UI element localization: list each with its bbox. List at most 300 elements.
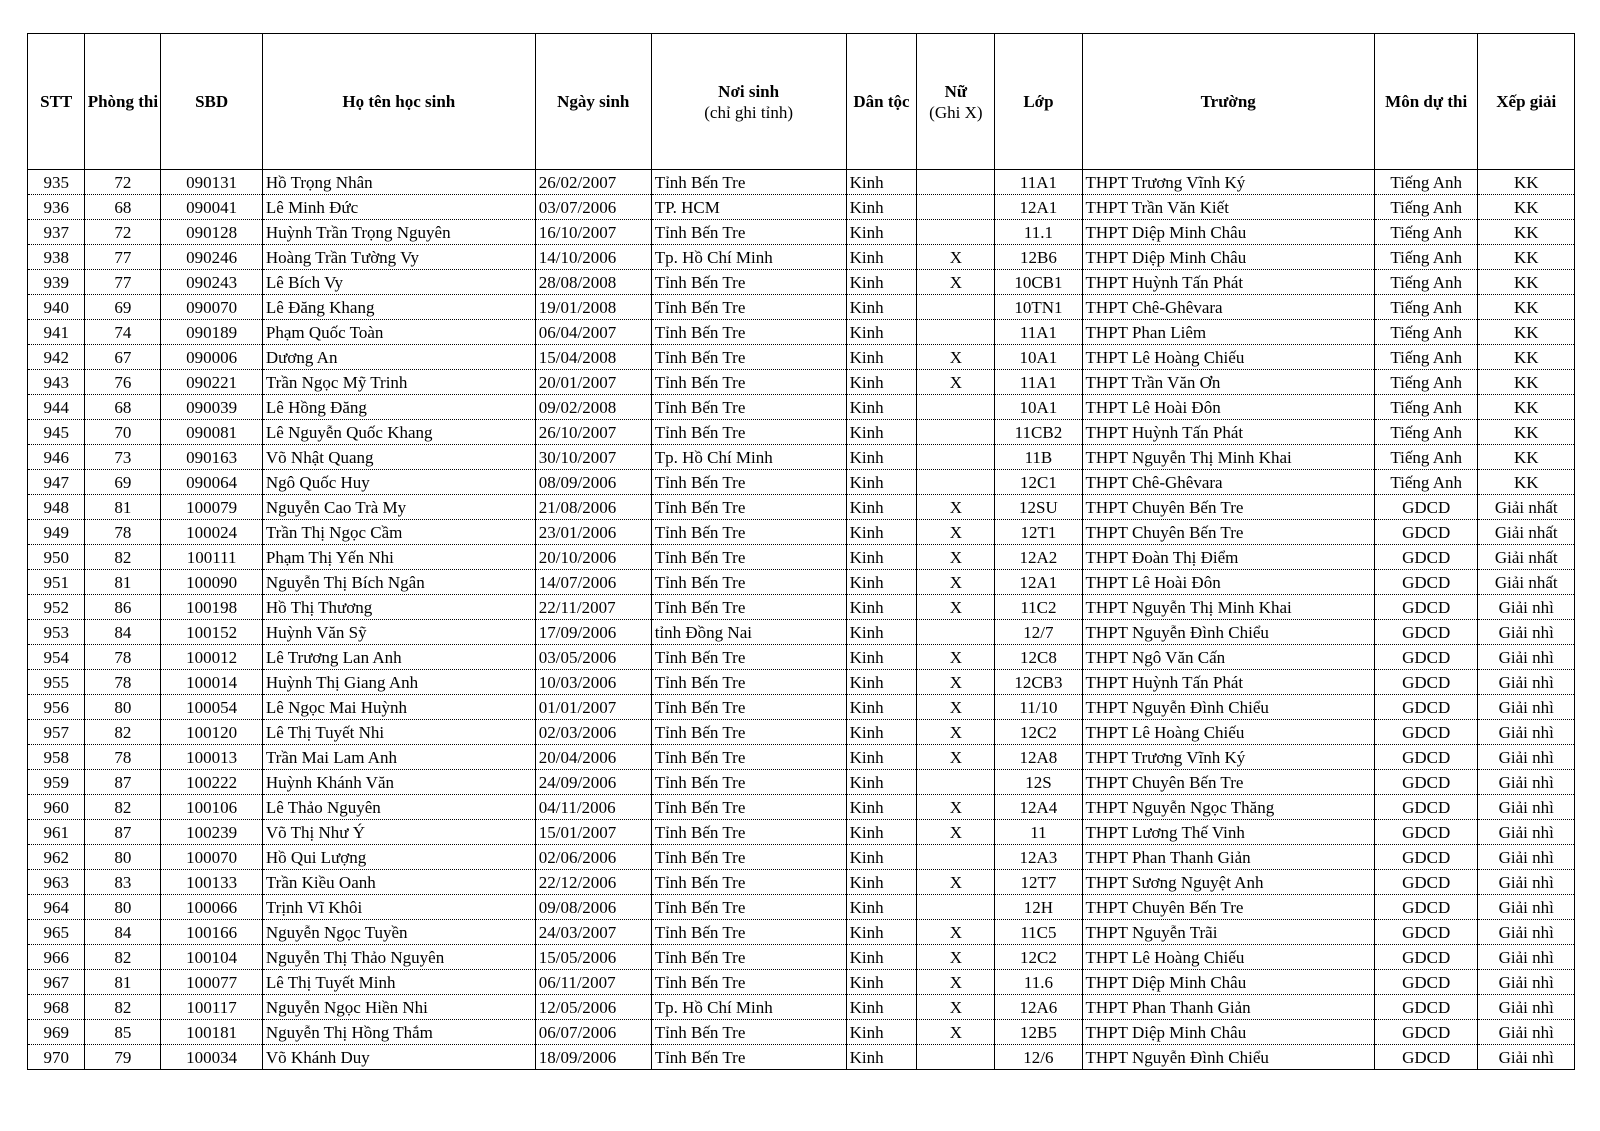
cell-stt: 957 xyxy=(28,720,85,745)
cell-dob: 03/07/2006 xyxy=(535,195,651,220)
cell-sbd: 100222 xyxy=(161,770,263,795)
cell-subject: GDCD xyxy=(1374,820,1478,845)
cell-ethnicity: Kinh xyxy=(846,695,917,720)
cell-name: Huỳnh Khánh Văn xyxy=(262,770,535,795)
cell-school: THPT Nguyễn Thị Minh Khai xyxy=(1082,595,1374,620)
cell-subject: Tiếng Anh xyxy=(1374,320,1478,345)
cell-award: KK xyxy=(1478,195,1575,220)
cell-dob: 20/01/2007 xyxy=(535,370,651,395)
cell-birthplace: Tỉnh Bến Tre xyxy=(651,595,846,620)
cell-school: THPT Nguyễn Đình Chiểu xyxy=(1082,1045,1374,1070)
cell-room: 87 xyxy=(85,820,161,845)
cell-school: THPT Lương Thế Vinh xyxy=(1082,820,1374,845)
cell-dob: 08/09/2006 xyxy=(535,470,651,495)
cell-birthplace: Tỉnh Bến Tre xyxy=(651,1045,846,1070)
cell-room: 72 xyxy=(85,170,161,195)
cell-ethnicity: Kinh xyxy=(846,345,917,370)
cell-class: 12A6 xyxy=(995,995,1082,1020)
cell-birthplace: Tỉnh Bến Tre xyxy=(651,695,846,720)
cell-stt: 941 xyxy=(28,320,85,345)
cell-female: X xyxy=(917,720,995,745)
cell-class: 12CB3 xyxy=(995,670,1082,695)
cell-stt: 962 xyxy=(28,845,85,870)
table-row xyxy=(28,570,1575,595)
cell-birthplace: Tỉnh Bến Tre xyxy=(651,820,846,845)
cell-ethnicity: Kinh xyxy=(846,995,917,1020)
cell-award: Giải nhì xyxy=(1478,920,1575,945)
cell-name: Hoàng Trần Tường Vy xyxy=(262,245,535,270)
cell-female: X xyxy=(917,970,995,995)
cell-sbd: 100111 xyxy=(161,545,263,570)
cell-female: X xyxy=(917,1020,995,1045)
cell-dob: 14/07/2006 xyxy=(535,570,651,595)
table-row xyxy=(28,845,1575,870)
cell-stt: 944 xyxy=(28,395,85,420)
table-row xyxy=(28,895,1575,920)
cell-award: Giải nhì xyxy=(1478,970,1575,995)
cell-room: 69 xyxy=(85,470,161,495)
cell-room: 77 xyxy=(85,270,161,295)
cell-female xyxy=(917,420,995,445)
cell-award: Giải nhì xyxy=(1478,945,1575,970)
cell-award: Giải nhì xyxy=(1478,745,1575,770)
cell-birthplace: Tỉnh Bến Tre xyxy=(651,845,846,870)
header-stt: STT xyxy=(28,34,85,170)
cell-class: 10A1 xyxy=(995,345,1082,370)
cell-sbd: 100181 xyxy=(161,1020,263,1045)
cell-birthplace: Tp. Hồ Chí Minh xyxy=(651,245,846,270)
cell-award: KK xyxy=(1478,320,1575,345)
cell-award: Giải nhì xyxy=(1478,645,1575,670)
cell-stt: 966 xyxy=(28,945,85,970)
cell-award: KK xyxy=(1478,170,1575,195)
cell-dob: 09/02/2008 xyxy=(535,395,651,420)
cell-female xyxy=(917,170,995,195)
cell-room: 76 xyxy=(85,370,161,395)
cell-name: Nguyễn Cao Trà My xyxy=(262,495,535,520)
cell-female xyxy=(917,470,995,495)
cell-birthplace: Tỉnh Bến Tre xyxy=(651,495,846,520)
cell-birthplace: Tp. Hồ Chí Minh xyxy=(651,445,846,470)
cell-room: 82 xyxy=(85,945,161,970)
table-row xyxy=(28,595,1575,620)
cell-subject: GDCD xyxy=(1374,520,1478,545)
cell-female: X xyxy=(917,995,995,1020)
cell-subject: Tiếng Anh xyxy=(1374,395,1478,420)
cell-room: 85 xyxy=(85,1020,161,1045)
cell-class: 12C8 xyxy=(995,645,1082,670)
cell-sbd: 100117 xyxy=(161,995,263,1020)
cell-name: Trần Thị Ngọc Cầm xyxy=(262,520,535,545)
cell-school: THPT Lê Hoàng Chiếu xyxy=(1082,720,1374,745)
cell-room: 81 xyxy=(85,570,161,595)
table-row xyxy=(28,245,1575,270)
cell-school: THPT Lê Hoài Đôn xyxy=(1082,395,1374,420)
cell-room: 74 xyxy=(85,320,161,345)
cell-female: X xyxy=(917,495,995,520)
cell-school: THPT Sương Nguyệt Anh xyxy=(1082,870,1374,895)
cell-sbd: 100013 xyxy=(161,745,263,770)
cell-sbd: 100054 xyxy=(161,695,263,720)
cell-school: THPT Chê-Ghêvara xyxy=(1082,295,1374,320)
cell-sbd: 100079 xyxy=(161,495,263,520)
cell-name: Phạm Thị Yến Nhi xyxy=(262,545,535,570)
cell-female: X xyxy=(917,745,995,770)
cell-stt: 936 xyxy=(28,195,85,220)
cell-ethnicity: Kinh xyxy=(846,945,917,970)
cell-name: Võ Khánh Duy xyxy=(262,1045,535,1070)
cell-room: 80 xyxy=(85,895,161,920)
cell-stt: 943 xyxy=(28,370,85,395)
cell-class: 12A1 xyxy=(995,570,1082,595)
table-row xyxy=(28,620,1575,645)
cell-stt: 940 xyxy=(28,295,85,320)
cell-award: Giải nhất xyxy=(1478,545,1575,570)
cell-award: Giải nhì xyxy=(1478,1020,1575,1045)
table-row xyxy=(28,220,1575,245)
cell-award: KK xyxy=(1478,395,1575,420)
cell-award: KK xyxy=(1478,370,1575,395)
cell-female: X xyxy=(917,345,995,370)
cell-school: THPT Diệp Minh Châu xyxy=(1082,1020,1374,1045)
cell-school: THPT Ngô Văn Cấn xyxy=(1082,645,1374,670)
cell-birthplace: Tỉnh Bến Tre xyxy=(651,895,846,920)
cell-room: 80 xyxy=(85,845,161,870)
cell-school: THPT Chuyên Bến Tre xyxy=(1082,520,1374,545)
cell-sbd: 100066 xyxy=(161,895,263,920)
cell-ethnicity: Kinh xyxy=(846,1020,917,1045)
cell-award: KK xyxy=(1478,420,1575,445)
cell-ethnicity: Kinh xyxy=(846,1045,917,1070)
cell-stt: 965 xyxy=(28,920,85,945)
table-row xyxy=(28,270,1575,295)
table-row xyxy=(28,1020,1575,1045)
cell-female: X xyxy=(917,820,995,845)
cell-birthplace: Tp. Hồ Chí Minh xyxy=(651,995,846,1020)
table-row xyxy=(28,395,1575,420)
cell-female: X xyxy=(917,245,995,270)
table-row xyxy=(28,870,1575,895)
cell-name: Nguyễn Thị Bích Ngân xyxy=(262,570,535,595)
cell-room: 77 xyxy=(85,245,161,270)
cell-room: 70 xyxy=(85,420,161,445)
cell-room: 79 xyxy=(85,1045,161,1070)
cell-sbd: 100077 xyxy=(161,970,263,995)
cell-subject: GDCD xyxy=(1374,495,1478,520)
cell-dob: 12/05/2006 xyxy=(535,995,651,1020)
table-row xyxy=(28,970,1575,995)
table-row xyxy=(28,995,1575,1020)
cell-sbd: 090243 xyxy=(161,270,263,295)
cell-stt: 949 xyxy=(28,520,85,545)
cell-school: THPT Diệp Minh Châu xyxy=(1082,970,1374,995)
cell-class: 11.1 xyxy=(995,220,1082,245)
cell-room: 87 xyxy=(85,770,161,795)
cell-dob: 15/05/2006 xyxy=(535,945,651,970)
cell-school: THPT Huỳnh Tấn Phát xyxy=(1082,670,1374,695)
cell-room: 78 xyxy=(85,670,161,695)
cell-ethnicity: Kinh xyxy=(846,745,917,770)
cell-birthplace: Tỉnh Bến Tre xyxy=(651,745,846,770)
cell-stt: 959 xyxy=(28,770,85,795)
cell-ethnicity: Kinh xyxy=(846,895,917,920)
cell-birthplace: Tỉnh Bến Tre xyxy=(651,295,846,320)
cell-subject: GDCD xyxy=(1374,745,1478,770)
cell-class: 12/6 xyxy=(995,1045,1082,1070)
header-subject: Môn dự thi xyxy=(1374,34,1478,170)
cell-birthplace: Tỉnh Bến Tre xyxy=(651,870,846,895)
cell-stt: 954 xyxy=(28,645,85,670)
cell-school: THPT Chuyên Bến Tre xyxy=(1082,895,1374,920)
cell-subject: GDCD xyxy=(1374,1020,1478,1045)
cell-room: 73 xyxy=(85,445,161,470)
cell-birthplace: Tỉnh Bến Tre xyxy=(651,670,846,695)
cell-female: X xyxy=(917,920,995,945)
cell-class: 12A2 xyxy=(995,545,1082,570)
cell-female: X xyxy=(917,520,995,545)
cell-ethnicity: Kinh xyxy=(846,870,917,895)
cell-class: 12C1 xyxy=(995,470,1082,495)
cell-stt: 967 xyxy=(28,970,85,995)
cell-sbd: 100024 xyxy=(161,520,263,545)
cell-subject: Tiếng Anh xyxy=(1374,345,1478,370)
cell-school: THPT Nguyễn Đình Chiểu xyxy=(1082,620,1374,645)
cell-class: 10TN1 xyxy=(995,295,1082,320)
cell-dob: 02/06/2006 xyxy=(535,845,651,870)
cell-name: Hồ Qui Lượng xyxy=(262,845,535,870)
table-row xyxy=(28,1045,1575,1070)
cell-room: 72 xyxy=(85,220,161,245)
cell-ethnicity: Kinh xyxy=(846,770,917,795)
cell-ethnicity: Kinh xyxy=(846,645,917,670)
cell-school: THPT Lê Hoài Đôn xyxy=(1082,570,1374,595)
cell-school: THPT Phan Thanh Giản xyxy=(1082,995,1374,1020)
table-row xyxy=(28,920,1575,945)
cell-subject: GDCD xyxy=(1374,945,1478,970)
cell-stt: 952 xyxy=(28,595,85,620)
cell-school: THPT Chuyên Bến Tre xyxy=(1082,495,1374,520)
cell-school: THPT Huỳnh Tấn Phát xyxy=(1082,270,1374,295)
cell-stt: 953 xyxy=(28,620,85,645)
cell-subject: Tiếng Anh xyxy=(1374,420,1478,445)
cell-stt: 970 xyxy=(28,1045,85,1070)
cell-stt: 937 xyxy=(28,220,85,245)
cell-birthplace: Tỉnh Bến Tre xyxy=(651,645,846,670)
cell-female xyxy=(917,295,995,320)
cell-class: 12B6 xyxy=(995,245,1082,270)
table-row xyxy=(28,495,1575,520)
cell-name: Lê Thị Tuyết Nhi xyxy=(262,720,535,745)
cell-stt: 950 xyxy=(28,545,85,570)
table-row xyxy=(28,295,1575,320)
cell-room: 78 xyxy=(85,645,161,670)
cell-female xyxy=(917,1045,995,1070)
cell-room: 67 xyxy=(85,345,161,370)
cell-name: Phạm Quốc Toàn xyxy=(262,320,535,345)
cell-ethnicity: Kinh xyxy=(846,495,917,520)
cell-stt: 963 xyxy=(28,870,85,895)
cell-subject: GDCD xyxy=(1374,620,1478,645)
cell-sbd: 100239 xyxy=(161,820,263,845)
cell-award: Giải nhì xyxy=(1478,670,1575,695)
cell-subject: GDCD xyxy=(1374,1045,1478,1070)
cell-female: X xyxy=(917,570,995,595)
cell-sbd: 090131 xyxy=(161,170,263,195)
cell-class: 12A3 xyxy=(995,845,1082,870)
cell-school: THPT Trần Văn Ơn xyxy=(1082,370,1374,395)
cell-class: 12A1 xyxy=(995,195,1082,220)
cell-class: 12A4 xyxy=(995,795,1082,820)
cell-birthplace: Tỉnh Bến Tre xyxy=(651,520,846,545)
cell-name: Lê Minh Đức xyxy=(262,195,535,220)
cell-female xyxy=(917,395,995,420)
cell-sbd: 100034 xyxy=(161,1045,263,1070)
cell-award: Giải nhì xyxy=(1478,820,1575,845)
cell-sbd: 090081 xyxy=(161,420,263,445)
cell-school: THPT Diệp Minh Châu xyxy=(1082,245,1374,270)
cell-award: Giải nhất xyxy=(1478,495,1575,520)
cell-school: THPT Trương Vĩnh Ký xyxy=(1082,170,1374,195)
table-row xyxy=(28,645,1575,670)
cell-school: THPT Nguyễn Ngọc Thăng xyxy=(1082,795,1374,820)
cell-room: 84 xyxy=(85,620,161,645)
cell-school: THPT Lê Hoàng Chiếu xyxy=(1082,945,1374,970)
cell-class: 11C2 xyxy=(995,595,1082,620)
cell-ethnicity: Kinh xyxy=(846,395,917,420)
cell-stt: 968 xyxy=(28,995,85,1020)
cell-stt: 939 xyxy=(28,270,85,295)
cell-subject: GDCD xyxy=(1374,920,1478,945)
table-row xyxy=(28,320,1575,345)
cell-class: 12C2 xyxy=(995,720,1082,745)
cell-dob: 20/04/2006 xyxy=(535,745,651,770)
cell-dob: 03/05/2006 xyxy=(535,645,651,670)
cell-ethnicity: Kinh xyxy=(846,720,917,745)
cell-ethnicity: Kinh xyxy=(846,795,917,820)
results-table xyxy=(27,33,1575,1070)
cell-birthplace: Tỉnh Bến Tre xyxy=(651,945,846,970)
cell-ethnicity: Kinh xyxy=(846,470,917,495)
cell-name: Huỳnh Văn Sỹ xyxy=(262,620,535,645)
cell-class: 12T7 xyxy=(995,870,1082,895)
table-row xyxy=(28,520,1575,545)
cell-award: Giải nhì xyxy=(1478,995,1575,1020)
cell-female xyxy=(917,195,995,220)
cell-dob: 21/08/2006 xyxy=(535,495,651,520)
cell-female: X xyxy=(917,695,995,720)
cell-subject: GDCD xyxy=(1374,845,1478,870)
cell-birthplace: Tỉnh Bến Tre xyxy=(651,220,846,245)
table-row xyxy=(28,945,1575,970)
cell-birthplace: Tỉnh Bến Tre xyxy=(651,395,846,420)
cell-name: Hồ Trọng Nhân xyxy=(262,170,535,195)
cell-dob: 22/11/2007 xyxy=(535,595,651,620)
cell-stt: 958 xyxy=(28,745,85,770)
cell-sbd: 100014 xyxy=(161,670,263,695)
cell-room: 82 xyxy=(85,545,161,570)
table-row xyxy=(28,345,1575,370)
cell-name: Lê Trương Lan Anh xyxy=(262,645,535,670)
cell-subject: GDCD xyxy=(1374,595,1478,620)
cell-subject: Tiếng Anh xyxy=(1374,470,1478,495)
cell-stt: 956 xyxy=(28,695,85,720)
cell-ethnicity: Kinh xyxy=(846,445,917,470)
cell-award: Giải nhì xyxy=(1478,895,1575,920)
cell-class: 12SU xyxy=(995,495,1082,520)
table-row xyxy=(28,770,1575,795)
cell-dob: 24/03/2007 xyxy=(535,920,651,945)
header-row xyxy=(28,34,1575,170)
cell-sbd: 100120 xyxy=(161,720,263,745)
cell-award: KK xyxy=(1478,470,1575,495)
table-row xyxy=(28,420,1575,445)
table-row xyxy=(28,720,1575,745)
cell-award: Giải nhì xyxy=(1478,1045,1575,1070)
table-row xyxy=(28,545,1575,570)
cell-birthplace: Tỉnh Bến Tre xyxy=(651,320,846,345)
cell-dob: 04/11/2006 xyxy=(535,795,651,820)
cell-birthplace: Tỉnh Bến Tre xyxy=(651,920,846,945)
cell-class: 11 xyxy=(995,820,1082,845)
cell-room: 68 xyxy=(85,395,161,420)
cell-female xyxy=(917,320,995,345)
cell-name: Huỳnh Trần Trọng Nguyên xyxy=(262,220,535,245)
cell-stt: 960 xyxy=(28,795,85,820)
header-room: Phòng thi xyxy=(85,34,161,170)
cell-name: Ngô Quốc Huy xyxy=(262,470,535,495)
cell-class: 10A1 xyxy=(995,395,1082,420)
cell-subject: GDCD xyxy=(1374,645,1478,670)
table-row xyxy=(28,695,1575,720)
cell-birthplace: Tỉnh Bến Tre xyxy=(651,420,846,445)
cell-stt: 945 xyxy=(28,420,85,445)
cell-ethnicity: Kinh xyxy=(846,520,917,545)
cell-award: Giải nhì xyxy=(1478,595,1575,620)
cell-sbd: 100133 xyxy=(161,870,263,895)
cell-name: Hồ Thị Thương xyxy=(262,595,535,620)
cell-ethnicity: Kinh xyxy=(846,545,917,570)
cell-subject: GDCD xyxy=(1374,570,1478,595)
cell-school: THPT Trần Văn Kiết xyxy=(1082,195,1374,220)
cell-dob: 14/10/2006 xyxy=(535,245,651,270)
cell-sbd: 090070 xyxy=(161,295,263,320)
cell-ethnicity: Kinh xyxy=(846,920,917,945)
cell-award: Giải nhì xyxy=(1478,870,1575,895)
cell-birthplace: Tỉnh Bến Tre xyxy=(651,545,846,570)
cell-class: 11/10 xyxy=(995,695,1082,720)
header-female: Nữ (Ghi X) xyxy=(917,34,995,170)
cell-school: THPT Chuyên Bến Tre xyxy=(1082,770,1374,795)
cell-female: X xyxy=(917,545,995,570)
cell-ethnicity: Kinh xyxy=(846,220,917,245)
cell-class: 11A1 xyxy=(995,170,1082,195)
cell-female: X xyxy=(917,945,995,970)
cell-stt: 955 xyxy=(28,670,85,695)
cell-award: KK xyxy=(1478,245,1575,270)
cell-subject: GDCD xyxy=(1374,695,1478,720)
cell-school: THPT Phan Thanh Giản xyxy=(1082,845,1374,870)
cell-dob: 06/04/2007 xyxy=(535,320,651,345)
cell-female xyxy=(917,845,995,870)
cell-birthplace: Tỉnh Bến Tre xyxy=(651,720,846,745)
cell-class: 10CB1 xyxy=(995,270,1082,295)
cell-sbd: 090221 xyxy=(161,370,263,395)
cell-class: 11B xyxy=(995,445,1082,470)
cell-subject: GDCD xyxy=(1374,970,1478,995)
cell-ethnicity: Kinh xyxy=(846,170,917,195)
cell-ethnicity: Kinh xyxy=(846,295,917,320)
cell-birthplace: Tỉnh Bến Tre xyxy=(651,570,846,595)
